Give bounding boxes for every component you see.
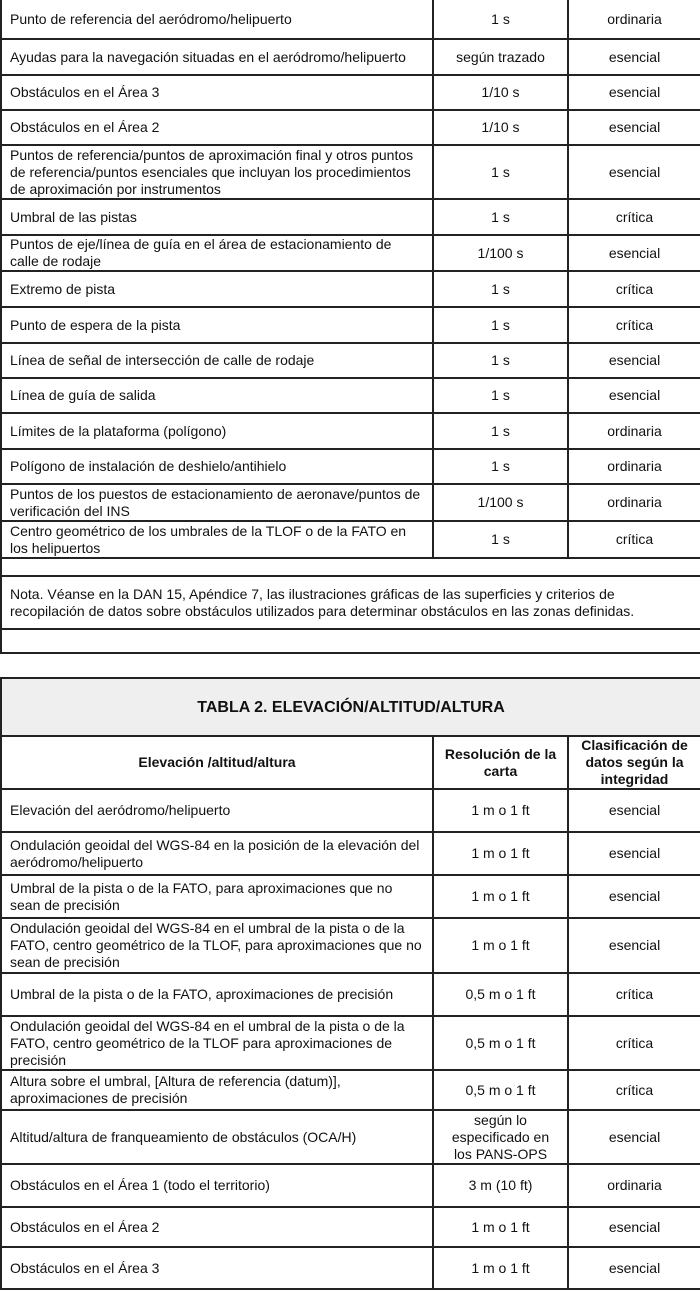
integrity-cell: esencial <box>568 75 700 110</box>
integrity-cell: esencial <box>568 789 700 832</box>
empty-cell <box>1 629 700 653</box>
integrity-cell: ordinaria <box>568 484 700 521</box>
integrity-cell: esencial <box>568 145 700 199</box>
table-row <box>1 39 700 75</box>
integrity-cell: ordinaria <box>568 1164 700 1207</box>
table-row <box>1 1070 700 1110</box>
table-row <box>1 1016 700 1070</box>
row-label: Altitud/altura de franqueamiento de obstáculos (OCA/H) <box>1 1110 433 1164</box>
table-row <box>1 145 700 199</box>
row-label: Punto de referencia del aeródromo/helipuerto <box>1 0 433 39</box>
table-row <box>1 449 700 484</box>
table-row <box>1 271 700 307</box>
resolution-cell: 1 s <box>433 449 568 484</box>
resolution-cell: 1 m o 1 ft <box>433 1247 568 1289</box>
row-label: Ondulación geoidal del WGS-84 en el umbral de la pista o de la FATO, centro geométrico de la TLOF para aproximaciones de precisión <box>1 1016 433 1070</box>
integrity-cell: crítica <box>568 307 700 343</box>
table-row <box>1 1164 700 1207</box>
integrity-cell: esencial <box>568 875 700 918</box>
resolution-cell: según lo especificado en los PANS-OPS <box>433 1110 568 1164</box>
row-label: Puntos de eje/línea de guía en el área de estacionamiento de calle de rodaje <box>1 235 433 271</box>
resolution-cell: 1 m o 1 ft <box>433 1207 568 1247</box>
integrity-cell: crítica <box>568 271 700 307</box>
table-row <box>1 832 700 875</box>
table-row <box>1 0 700 39</box>
integrity-cell: esencial <box>568 39 700 75</box>
row-label: Puntos de referencia/puntos de aproximación final y otros puntos de referencia/puntos esenciales que incluyan los procedimientos de aproximación por instrumentos <box>1 145 433 199</box>
row-label: Límites de la plataforma (polígono) <box>1 413 433 449</box>
table-2-elevation <box>0 677 700 1290</box>
integrity-cell: esencial <box>568 235 700 271</box>
row-label: Extremo de pista <box>1 271 433 307</box>
header-resolution: Resolución de la carta <box>433 736 568 789</box>
table-row <box>1 973 700 1016</box>
row-label: Umbral de la pista o de la FATO, aproximaciones de precisión <box>1 973 433 1016</box>
row-label: Obstáculos en el Área 3 <box>1 75 433 110</box>
resolution-cell: 1/100 s <box>433 235 568 271</box>
integrity-cell: crítica <box>568 1016 700 1070</box>
table-row <box>1 1110 700 1164</box>
resolution-cell: 1 s <box>433 307 568 343</box>
row-label: Punto de espera de la pista <box>1 307 433 343</box>
integrity-cell: esencial <box>568 832 700 875</box>
table-title: TABLA 2. ELEVACIÓN/ALTITUD/ALTURA <box>1 678 700 736</box>
integrity-cell: esencial <box>568 918 700 973</box>
resolution-cell: 0,5 m o 1 ft <box>433 973 568 1016</box>
empty-row <box>1 629 700 653</box>
resolution-cell: 1/10 s <box>433 75 568 110</box>
table-title-row <box>1 678 700 736</box>
header-integrity: Clasificación de datos según la integridad <box>568 736 700 789</box>
row-label: Ondulación geoidal del WGS-84 en el umbral de la pista o de la FATO, centro geométrico de la TLOF, para aproximaciones que no sean de precisión <box>1 918 433 973</box>
header-elevation: Elevación /altitud/altura <box>1 736 433 789</box>
resolution-cell: 1/100 s <box>433 484 568 521</box>
row-label: Obstáculos en el Área 3 <box>1 1247 433 1289</box>
integrity-cell: crítica <box>568 973 700 1016</box>
row-label: Polígono de instalación de deshielo/antihielo <box>1 449 433 484</box>
row-label: Altura sobre el umbral, [Altura de referencia (datum)], aproximaciones de precisión <box>1 1070 433 1110</box>
row-label: Centro geométrico de los umbrales de la TLOF o de la FATO en los helipuertos <box>1 521 433 558</box>
empty-cell <box>1 558 700 576</box>
row-label: Puntos de los puestos de estacionamiento de aeronave/puntos de verificación del INS <box>1 484 433 521</box>
row-label: Obstáculos en el Área 2 <box>1 1207 433 1247</box>
resolution-cell: 1 s <box>433 378 568 413</box>
resolution-cell: 1 m o 1 ft <box>433 918 568 973</box>
integrity-cell: esencial <box>568 110 700 145</box>
resolution-cell: 1 s <box>433 521 568 558</box>
resolution-cell: 0,5 m o 1 ft <box>433 1070 568 1110</box>
resolution-cell: 1 s <box>433 343 568 378</box>
table-row <box>1 484 700 521</box>
integrity-cell: esencial <box>568 1110 700 1164</box>
resolution-cell: 1 s <box>433 413 568 449</box>
resolution-cell: 0,5 m o 1 ft <box>433 1016 568 1070</box>
resolution-cell: 1 m o 1 ft <box>433 875 568 918</box>
resolution-cell: 1 s <box>433 271 568 307</box>
resolution-cell: 1 s <box>433 145 568 199</box>
integrity-cell: esencial <box>568 1207 700 1247</box>
table-row <box>1 918 700 973</box>
note-row <box>1 576 700 629</box>
resolution-cell: 1 m o 1 ft <box>433 832 568 875</box>
table-row <box>1 1207 700 1247</box>
table-header-row <box>1 736 700 789</box>
integrity-cell: esencial <box>568 1247 700 1289</box>
row-label: Umbral de la pista o de la FATO, para aproximaciones que no sean de precisión <box>1 875 433 918</box>
row-label: Ayudas para la navegación situadas en el aeródromo/helipuerto <box>1 39 433 75</box>
integrity-cell: crítica <box>568 199 700 235</box>
integrity-cell: crítica <box>568 521 700 558</box>
integrity-cell: ordinaria <box>568 413 700 449</box>
integrity-cell: ordinaria <box>568 0 700 39</box>
table-row <box>1 75 700 110</box>
empty-row <box>1 558 700 576</box>
table-row <box>1 1247 700 1289</box>
integrity-cell: esencial <box>568 378 700 413</box>
resolution-cell: 1/10 s <box>433 110 568 145</box>
table-row <box>1 199 700 235</box>
row-label: Obstáculos en el Área 2 <box>1 110 433 145</box>
table-row <box>1 413 700 449</box>
row-label: Ondulación geoidal del WGS-84 en la posición de la elevación del aeródromo/helipuerto <box>1 832 433 875</box>
row-label: Obstáculos en el Área 1 (todo el territorio) <box>1 1164 433 1207</box>
note-text: Nota. Véanse en la DAN 15, Apéndice 7, las ilustraciones gráficas de las superficies y criterios de recopilación de datos sobre obstáculos utilizados para determinar obstáculos en las zonas definidas. <box>1 576 700 629</box>
table-row <box>1 307 700 343</box>
table-row <box>1 378 700 413</box>
table-row <box>1 875 700 918</box>
integrity-cell: ordinaria <box>568 449 700 484</box>
integrity-cell: esencial <box>568 343 700 378</box>
integrity-cell: crítica <box>568 1070 700 1110</box>
resolution-cell: 3 m (10 ft) <box>433 1164 568 1207</box>
table-row <box>1 789 700 832</box>
row-label: Umbral de las pistas <box>1 199 433 235</box>
row-label: Elevación del aeródromo/helipuerto <box>1 789 433 832</box>
table-row <box>1 235 700 271</box>
table-row <box>1 343 700 378</box>
resolution-cell: 1 s <box>433 199 568 235</box>
table-row <box>1 521 700 558</box>
resolution-cell: 1 s <box>433 0 568 39</box>
resolution-cell: 1 m o 1 ft <box>433 789 568 832</box>
row-label: Línea de guía de salida <box>1 378 433 413</box>
row-label: Línea de señal de intersección de calle de rodaje <box>1 343 433 378</box>
table-row <box>1 110 700 145</box>
resolution-cell: según trazado <box>433 39 568 75</box>
